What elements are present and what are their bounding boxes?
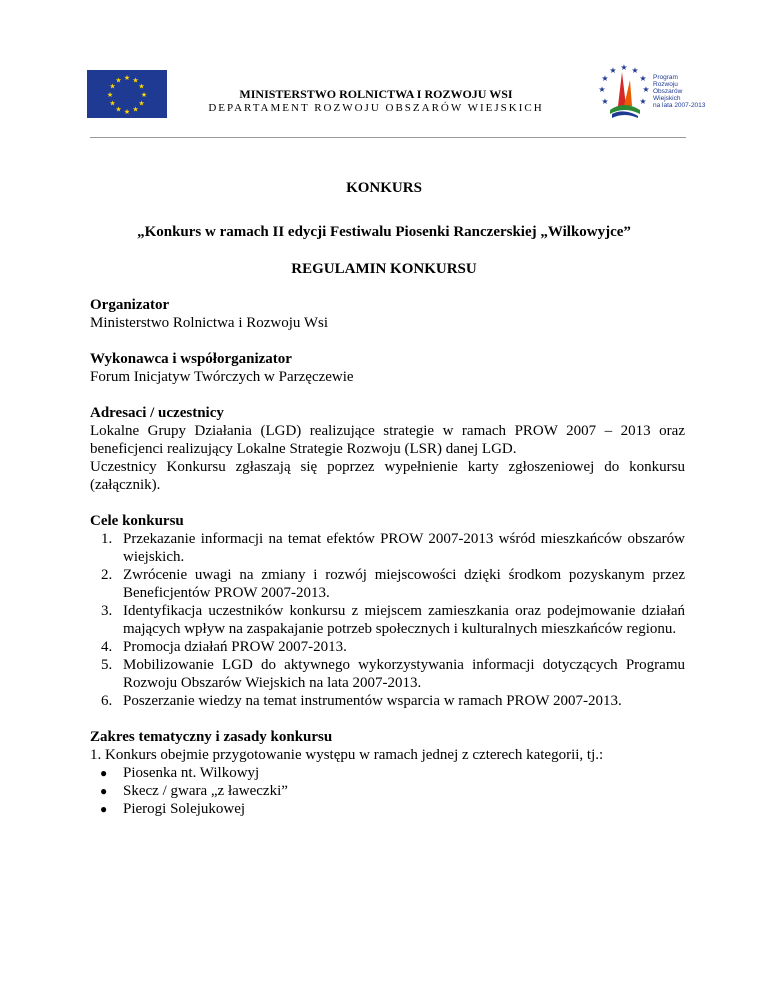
prow-logo-line: Rozwoju [653,81,678,88]
prow-logo-text [653,74,713,109]
scope-heading: Zakres tematyczny i zasady konkursu [90,729,333,745]
prow-logo-line: Wiejskich [653,95,681,102]
list-item-text: Identyfikacja uczestników konkursu z miejscem zamieszkania oraz podejmowanie działań mających wpływ na zaspakajanie potrzeb społecznych i kulturalnych mieszkańców regionu. [123,603,685,637]
list-item-text: Poszerzanie wiedzy na temat instrumentów wsparcia w ramach PROW 2007-2013. [123,693,622,709]
goals-section [90,512,685,710]
list-item [101,656,685,692]
svg-text:★: ★ [601,74,609,83]
category-text: Pierogi Solejukowej [123,801,246,817]
list-number: 2. [101,567,113,583]
svg-text:★: ★ [132,76,139,85]
goals-list [90,530,685,710]
list-number: 1. [101,531,113,547]
list-item-text: Przekazanie informacji na temat efektów PROW 2007-2013 wśród mieszkańców obszarów wiejskich. [123,531,685,565]
recipients-paragraph: Uczestnicy Konkursu zgłaszają się poprzez wypełnienie karty zgłoszeniowej do konkursu (załącznik). [90,459,685,493]
document-title: KONKURS [346,180,422,196]
svg-text:★: ★ [115,105,122,114]
svg-text:★: ★ [639,97,647,106]
svg-text:★: ★ [140,91,148,99]
contractor-text: Forum Inicjatyw Twórczych w Parzęczewie [90,369,354,385]
svg-text:★: ★ [609,66,617,75]
list-number: 5. [101,657,113,673]
list-item [100,764,685,782]
list-item-text: Promocja działań PROW 2007-2013. [123,639,347,655]
svg-text:★: ★ [106,91,114,99]
prow-logo-line: Obszarów [653,88,683,95]
organizer-section [90,296,685,332]
svg-text:★: ★ [601,97,609,106]
list-item-text: Mobilizowanie LGD do aktywnego wykorzystywania informacji dotyczących Programu Rozwoju Obszarów Wiejskich na lata 2007-2013. [123,657,685,691]
list-item [101,638,685,656]
scope-section [90,728,685,818]
prow-logo-line: na lata 2007-2013 [653,102,706,109]
svg-text:★: ★ [109,82,116,91]
svg-text:★: ★ [639,74,647,83]
category-text: Skecz / gwara „z ławeczki” [123,783,288,799]
recipients-section [90,404,685,494]
svg-text:★: ★ [620,63,628,72]
svg-text:★: ★ [109,99,116,108]
svg-text:★: ★ [138,82,145,91]
bullet-icon: ● [100,784,108,798]
list-number: 6. [101,693,113,709]
svg-text:★: ★ [631,66,639,75]
contractor-heading: Wykonawca i współorganizator [90,351,292,367]
svg-text:★: ★ [123,108,131,116]
list-number: 4. [101,639,113,655]
list-item [101,602,685,638]
recipients-paragraph: Lokalne Grupy Działania (LGD) realizujące strategie w ramach PROW 2007 – 2013 oraz beneficjenci realizujący Lokalne Strategie Rozwoju (LSR) danej LGD. [90,423,685,457]
contractor-section [90,350,685,386]
prow-logo-icon [594,62,712,122]
bullet-icon: ● [100,802,108,816]
list-item [101,692,685,710]
list-item [101,566,685,602]
ministry-name: MINISTERSTWO ROLNICTWA I ROZWOJU WSI [239,87,513,101]
svg-text:★: ★ [115,76,122,85]
svg-text:★: ★ [642,85,650,94]
organizer-text: Ministerstwo Rolnictwa i Rozwoju Wsi [90,315,329,331]
rules-title: REGULAMIN KONKURSU [291,261,477,277]
document-body [90,296,685,836]
list-item [101,530,685,566]
svg-text:★: ★ [138,99,145,108]
header-divider [90,137,686,138]
categories-list [90,764,685,818]
svg-text:★: ★ [132,105,139,114]
recipients-heading: Adresaci / uczestnicy [90,405,224,421]
eu-flag-icon [87,70,167,118]
category-text: Piosenka nt. Wilkowyj [123,765,260,781]
list-number: 3. [101,603,113,619]
list-item [100,782,685,800]
department-name: DEPARTAMENT ROZWOJU OBSZARÓW WIEJSKICH [208,102,544,114]
list-item [100,800,685,818]
eu-stars [87,70,167,118]
prow-emblem-icon [594,62,654,122]
prow-logo-line: Program [653,74,678,81]
svg-text:★: ★ [123,74,131,82]
organizer-heading: Organizator [90,297,170,313]
scope-item: 1. Konkurs obejmie przygotowanie występu w ramach jednej z czterech kategorii, tj.: [90,747,604,763]
contest-name: „Konkurs w ramach II edycji Festiwalu Piosenki Ranczerskiej „Wilkowyjce” [137,224,631,240]
bullet-icon: ● [100,766,108,780]
list-item-text: Zwrócenie uwagi na zmiany i rozwój miejscowości dzięki środkom pozyskanym przez Beneficjentów PROW 2007-2013. [123,567,685,601]
svg-text:★: ★ [598,85,606,94]
ministry-header [186,87,566,115]
goals-heading: Cele konkursu [90,513,184,529]
